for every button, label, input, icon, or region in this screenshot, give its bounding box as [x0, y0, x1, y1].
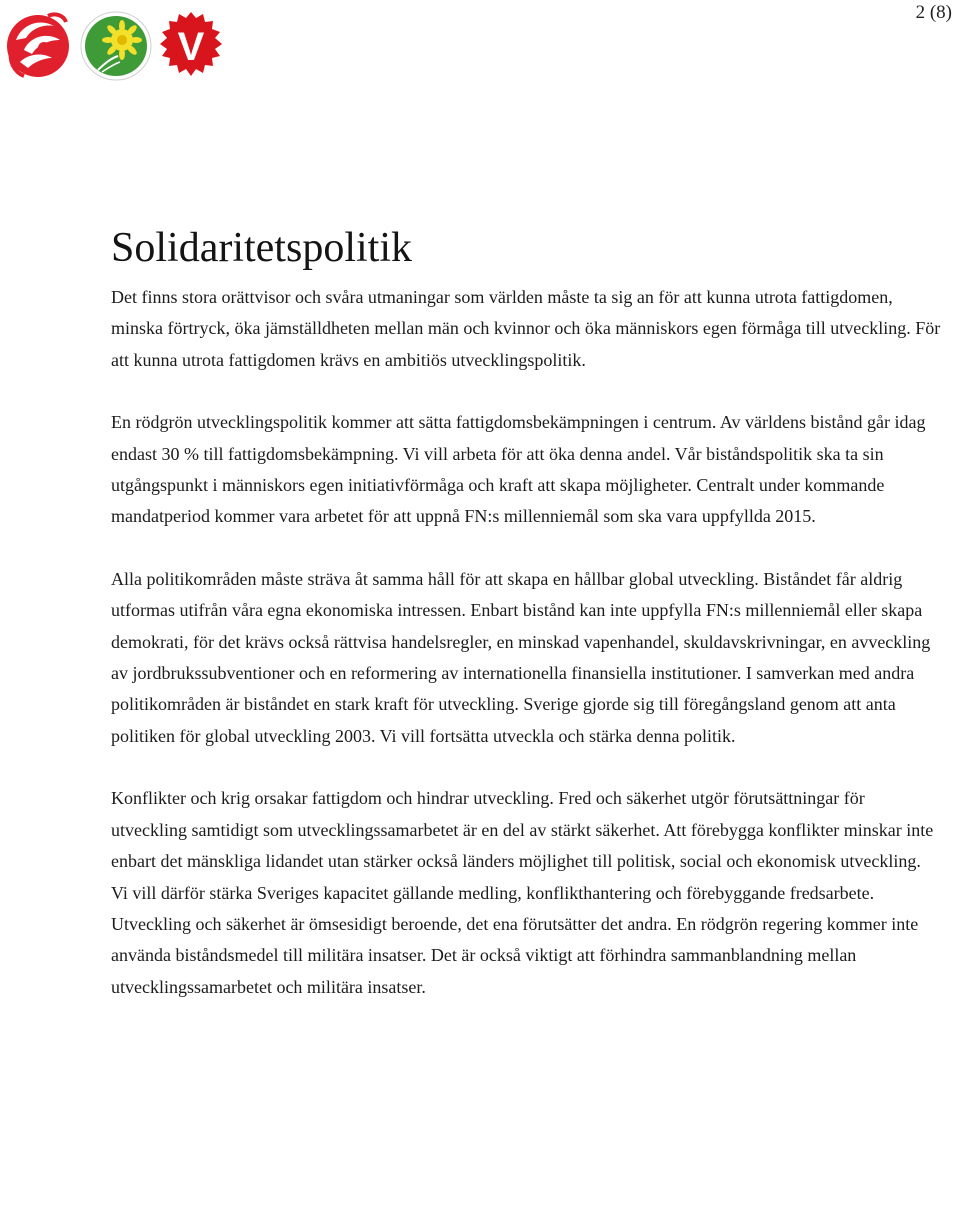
paragraph-coherence: Alla politikområden måste sträva åt samma håll för att skapa en hållbar global utveckling. Biståndet får aldrig utformas utifrån våra egna ekonomiska intressen. Enbart bistånd kan inte uppfylla FN:s millenniemål eller skapa demokrati, för det krävs också rättvisa handelsregler, en minskad vapenhandel, skuldavskrivningar, en avveckling av jordbrukssubventioner och en reformering av internationella finansiella institutioner. I samverkan med andra politikområden är biståndet en stark kraft för utveckling. Sverige gjorde sig till föregångsland genom att anta politiken för global utveckling 2003. Vi vill fortsätta utveckla och stärka denna politik.	[111, 568, 931, 746]
dandelion-icon	[78, 10, 154, 82]
document-body	[111, 220, 941, 1034]
document-title: Solidaritetspolitik	[111, 225, 412, 271]
paragraph-intro: Det finns stora orättvisor och svåra utmaningar som världen måste ta sig an för att kunna utrota fattigdomen, minska förtryck, öka jämställdheten mellan män och kvinnor och öka människors egen förmåga till utveckling. För att kunna utrota fattigdomen krävs en ambitiös utvecklingspolitik.	[111, 287, 941, 370]
paragraph-conflict: Konflikter och krig orsakar fattigdom och hindrar utveckling. Fred och säkerhet utgör förutsättningar för utveckling samtidigt som utvecklingssamarbetet är en del av stärkt säkerhet. Att förebygga konflikter minskar inte enbart det mänskliga lidandet utan stärker också länders möjlighet till politisk, social och ekonomisk utveckling. Vi vill därför stärka Sveriges kapacitet gällande medling, konflikthantering och förebyggande fredsarbete. Utveckling och säkerhet är ömsesidigt beroende, det ena förutsätter det andra. En rödgrön regering kommer inte använda biståndsmedel till militära insatser. Det är också viktigt att förhindra sammanblandning mellan utvecklingssamarbetet och militära insatser.	[111, 788, 934, 997]
paragraph-poverty: En rödgrön utvecklingspolitik kommer att sätta fattigdomsbekämpningen i centrum. Av världens bistånd går idag endast 30 % till fattigdomsbekämpning. Vi vill arbeta för att öka denna andel. Vår biståndspolitik ska ta sin utgångspunkt i människors egen initiativförmåga och kraft att skapa möjligheter. Centralt under kommande mandatperiod kommer vara arbetet för att uppnå FN:s millenniemål som ska vara uppfyllda 2015.	[111, 412, 926, 527]
carnation-v-icon	[158, 10, 224, 78]
rose-icon	[4, 10, 74, 82]
page-number: 2 (8)	[915, 2, 952, 23]
carnation-v-letter: V	[177, 25, 205, 69]
